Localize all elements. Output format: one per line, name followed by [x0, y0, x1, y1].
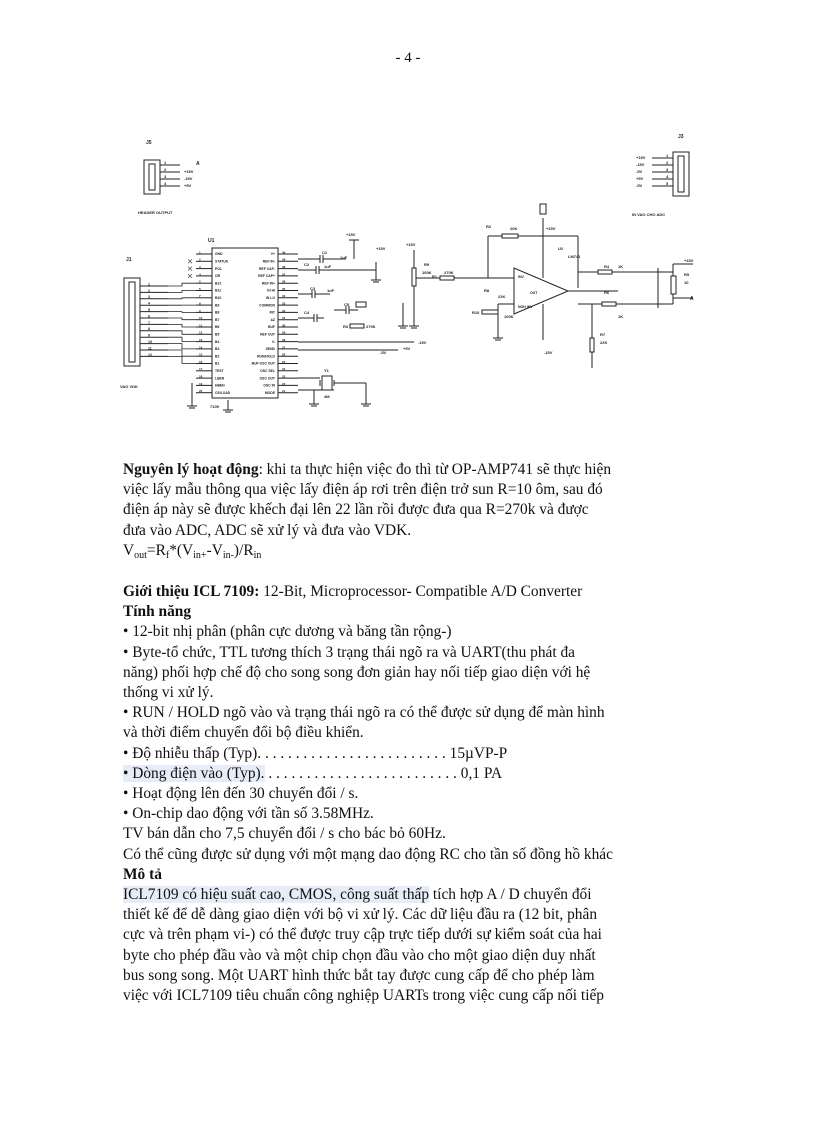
- voltage-formula: $V_{out}=R_f*(V_{in+}-V_{in-})/R_{in}$: [123, 541, 262, 561]
- u1-right-network: [298, 232, 427, 406]
- description-line-1-highlight: ICL7109 có hiệu suất cao, CMOS, công suất thấp: [123, 886, 430, 904]
- j1-pin-number: 12: [148, 352, 152, 357]
- r6-label: R6: [604, 290, 610, 295]
- u1-right-pin-name: RUN/HOLD: [257, 354, 275, 359]
- j5-signal-p5: +5V: [184, 183, 192, 188]
- j1-connector: [120, 257, 168, 389]
- u1-right-pin-name: REF OUT: [260, 332, 275, 337]
- description-line-3: cực và trên phạm vi-) có thể được truy cập trực tiếp dưới sự kiểm soát của hai: [123, 926, 602, 944]
- u1-right-pin-number: 22: [282, 381, 286, 386]
- u2-part: LM741: [568, 254, 581, 259]
- u1-right-pin-number: 21: [282, 389, 286, 394]
- u1-left-pin-name: POL: [215, 266, 222, 271]
- u1-left-pin-number: 11: [199, 323, 203, 328]
- r5-value: 10: [684, 280, 689, 285]
- u1-right-pin-name: REF IN-: [262, 259, 275, 264]
- u1-right-pin-number: 28: [282, 338, 286, 342]
- feature-5-rest: . . . . . . . . . . . . . . . . . . . . . . . . . 0,1 PA: [264, 764, 503, 782]
- u1-left-pin-number: 13: [199, 338, 203, 342]
- j3-signal-5: -5V: [636, 183, 643, 188]
- op-pin-inv: INV: [518, 275, 524, 279]
- feature-4: • Độ nhiễu thấp (Typ). . . . . . . . . . . . . . . . . . . . . . . . . 15µVP-P: [123, 744, 508, 762]
- j1-pin-number: 3: [148, 295, 150, 300]
- j1-u1-wire: [168, 291, 196, 293]
- supply-m15-mid: -15V: [418, 340, 427, 345]
- node-a-label: A: [690, 296, 694, 302]
- icl7109-intro-heading: Giới thiệu ICL 7109:: [123, 583, 260, 600]
- feature-7: • On-chip dao động với tần số 3.58MHz.: [123, 805, 374, 823]
- feature-2-line-3: thống vi xử lý.: [123, 684, 214, 702]
- working-principle-line-2: việc lấy mẫu thông qua việc lấy điện áp rơi trên điện trở sun R=10 ôm, sau đó: [123, 481, 603, 499]
- u1-left-pin-number: 7: [199, 294, 201, 299]
- page-number: - 4 -: [395, 50, 421, 66]
- u1-right-pin-name: IN HI: [267, 288, 275, 293]
- u1-left-pin-number: 14: [199, 345, 203, 350]
- c3-value: 1nF: [327, 288, 335, 293]
- u1-right-pin-number: 23: [282, 374, 286, 379]
- j1-u1-wire: [168, 324, 196, 327]
- u1-right-pin-name: INT: [269, 310, 275, 315]
- j1-pin-number: 1: [148, 282, 150, 287]
- j1-pin-number: 5: [148, 308, 150, 312]
- u1-left-pin-number: 9: [199, 308, 201, 313]
- c5-label: C5: [344, 302, 350, 307]
- j1-u1-wire: [168, 283, 196, 286]
- j5-pin-2: 2: [164, 167, 167, 172]
- u1-left-pin-number: 15: [199, 352, 203, 357]
- description-line-1-rest: tích hợp A / D chuyển đổi: [429, 886, 592, 904]
- feature-1: • 12-bit nhị phân (phân cực dương và băng tần rộng-): [123, 623, 452, 641]
- op-pin-out: OUT: [530, 291, 538, 295]
- r9-label: R9: [424, 262, 430, 267]
- j1-name: VAO VDK: [120, 384, 138, 389]
- description-line-5: bus song song. Một UART hình thức bắt tay được cung cấp để cho phép làm: [123, 966, 595, 984]
- u1-left-pin-number: 20: [199, 389, 203, 394]
- j3-header: [632, 134, 689, 217]
- c4-label: C4: [304, 310, 310, 315]
- u1-left-pin-name: B4: [215, 339, 220, 344]
- r2-value: 20K: [510, 226, 518, 231]
- u1-right-pin-number: 29: [282, 330, 286, 335]
- y1-value: 4M: [324, 394, 330, 399]
- u1-right-pin-number: 39: [282, 257, 286, 262]
- j1-u1-wire: [168, 337, 196, 341]
- u1-left-pin-name: B8: [215, 310, 220, 315]
- u1-right-pin-name: MODE: [264, 390, 275, 395]
- c2-label: C2: [304, 262, 310, 267]
- feature-2-line-1: • Byte-tổ chức, TTL tương thích 3 trạng thái ngõ ra và UART(thu phát đa: [123, 643, 575, 661]
- feature-5-highlight: • Dòng điện vào (Typ).: [123, 764, 265, 782]
- r7-value: 22K: [600, 340, 608, 345]
- j1-u1-wire: [168, 331, 196, 335]
- feature-3-line-1: • RUN / HOLD ngõ vào và trạng thái ngõ ra có thể được sử dụng để màn hình: [123, 704, 605, 722]
- no-connect-mark: [188, 274, 192, 278]
- j3-pin-4: 4: [666, 174, 669, 179]
- u1-right-pin-name: OSC OUT: [259, 376, 275, 381]
- j1-pin-number: 9: [148, 333, 150, 338]
- u1-right-pin-name: BUF OSC OUT: [251, 361, 275, 366]
- op-amp-lm741: [472, 204, 694, 368]
- u2-label: U2: [558, 246, 564, 251]
- j1-u1-wire: [168, 298, 196, 299]
- u1-left-pin-name: B12: [215, 281, 222, 286]
- j1-pin-number: 7: [148, 320, 150, 325]
- j1-pin-number: 6: [148, 314, 150, 319]
- j3-signal-3: -5V: [636, 169, 643, 174]
- j5-name: HEADER OUTPUT: [138, 210, 173, 215]
- supply-p15-op: +15V: [546, 226, 556, 231]
- j5-signal-p15: +15V: [184, 169, 194, 174]
- r6-value: 1K: [618, 314, 624, 319]
- working-principle-line-1: : khi ta thực hiện việc đo thì từ OP-AMP741 sẽ thực hiện: [258, 461, 612, 478]
- circuit-schematic: [118, 128, 708, 418]
- u1-right-pin-name: OSC IN: [263, 383, 275, 388]
- u1-left-pin-name: B3: [215, 347, 220, 352]
- description-line-2: thiết kế để dễ dàng giao diện với bộ vi xử lý. Các dữ liệu đầu ra (12 bit, phân: [123, 906, 598, 924]
- u1-right-pin-number: 25: [282, 359, 286, 364]
- feature-2-line-2: năng) phối hợp chế độ cho song song đơn giản hay nối tiếp giao diện với hệ: [123, 663, 591, 681]
- u1-left-pin-number: 17: [199, 367, 203, 372]
- u1-right-pin-name: REF IN+: [261, 281, 275, 286]
- c1-value: 1uF: [340, 255, 348, 260]
- u1-left-pin-name: B7: [215, 317, 220, 322]
- u1-left-pin-name: B11: [215, 288, 222, 293]
- j5-signal-m15: -15V: [184, 176, 193, 181]
- j1-pin-number: 4: [148, 301, 150, 306]
- u1-right-pin-name: OSC SEL: [260, 369, 275, 373]
- features-heading: Tính năng: [123, 603, 192, 621]
- j3-signal-4: +5V: [636, 176, 644, 181]
- r10-value: 100K: [504, 314, 514, 319]
- u1-right-pin-name: BUF: [268, 325, 275, 330]
- j3-pin-3: 3: [666, 167, 669, 172]
- j1-u1-wire: [168, 344, 196, 349]
- u1-left-pin-name: B6: [215, 325, 220, 330]
- icl7109-intro-title: 12-Bit, Microprocessor- Compatible A/D Converter: [259, 583, 583, 600]
- u1-right-pin-number: 27: [282, 345, 286, 350]
- r3-label: R3: [343, 324, 349, 329]
- description-line-6: việc với ICL7109 tiêu chuẩn công nghiệp UARTs trong việc cung cấp nối tiếp: [123, 987, 604, 1005]
- working-principle-line-3: điện áp này sẽ được khếch đại lên 22 lần rồi được đưa qua R=270k và được: [123, 501, 589, 519]
- supply-p5-mid: +5V: [403, 346, 411, 351]
- u1-left-pin-name: B5: [215, 332, 220, 337]
- j5-pin-1: 1: [164, 160, 167, 165]
- r3-value: 270K: [366, 324, 376, 329]
- r5-label: R5: [684, 272, 690, 277]
- feature-9: Có thể cũng được sử dụng với một mạng dao động RC cho tần số đồng hồ khác: [123, 845, 613, 863]
- feature-6: • Hoạt động lên đến 30 chuyển đổi / s.: [123, 785, 359, 803]
- u1-right-pin-number: 40: [282, 250, 286, 255]
- j1-u1-wire: [168, 312, 196, 313]
- j1-pin-number: 8: [148, 327, 150, 332]
- op-pin-noninv: NON INV: [518, 305, 533, 309]
- j5-pin-4: 4: [164, 181, 167, 186]
- u1-left-pin-name: LBEN: [215, 376, 225, 381]
- j3-label: J3: [678, 134, 684, 140]
- j1-label: J1: [126, 257, 132, 263]
- u1-part: 7109: [210, 404, 219, 409]
- j1-pin-number: 2: [148, 288, 150, 293]
- j5-header: [138, 140, 200, 215]
- c1-label: C1: [322, 250, 328, 255]
- u1-left-pin-name: B9: [215, 303, 220, 308]
- r9-value: 100K: [422, 270, 432, 275]
- r8-label: R8: [484, 288, 490, 293]
- u1-left-pin-name: B10: [215, 296, 222, 300]
- feature-8: TV bán dẫn cho 7,5 chuyển đổi / s cho bác bỏ 60Hz.: [123, 825, 446, 843]
- u1-right-pin-name: SEND: [265, 347, 275, 352]
- r4-value: 1K: [618, 264, 624, 269]
- u1-right-pin-number: 36: [282, 279, 286, 284]
- no-connect-mark: [188, 267, 192, 271]
- u1-left-pin-number: 18: [199, 374, 203, 379]
- r1-label: R1: [432, 274, 438, 279]
- u1-right-pin-number: 32: [282, 308, 286, 313]
- description-line-4: byte cho phép đầu vào và một chip chọn đầu vào cho một giao diện duy nhất: [123, 946, 596, 964]
- u1-right-pin-number: 33: [282, 301, 286, 306]
- u1-right-pin-number: 31: [282, 316, 286, 321]
- j3-signal-2: -15V: [636, 162, 645, 167]
- u1-left-pin-number: 6: [199, 286, 201, 291]
- u1-left-pin-number: 8: [199, 301, 201, 306]
- j5-pin-3: 3: [164, 174, 167, 179]
- supply-p15-out: +15V: [684, 258, 694, 263]
- j3-pin-5: 5: [666, 181, 669, 186]
- no-connect-mark: [188, 259, 192, 263]
- u1-left-pin-number: 5: [199, 279, 201, 284]
- u1-right-pin-number: 38: [282, 265, 286, 269]
- u1-right-pin-name: IN LO: [265, 296, 275, 300]
- u1-left-pin-name: B2: [215, 354, 220, 359]
- j1-u1-wire: [168, 356, 196, 363]
- j3-pin-2: 2: [666, 160, 669, 165]
- r2-label: R2: [486, 224, 492, 229]
- working-principle-heading: Nguyên lý hoạt động: [123, 461, 259, 478]
- j1-u1-wire: [168, 350, 196, 356]
- working-principle-line-4: đưa vào ADC, ADC sẽ xử lý và đưa vào VDK.: [123, 521, 412, 539]
- supply-m5-mid: -5V: [380, 350, 387, 355]
- u1-right-pin-number: 35: [282, 286, 286, 291]
- j3-name: IN VAO CHO ADC: [632, 212, 666, 217]
- u1-right-pin-name: REF CAP-: [258, 266, 275, 271]
- u1-right-pin-number: 37: [282, 272, 286, 277]
- u1-right-pin-name: REF CAP+: [258, 274, 275, 279]
- u1-left-pin-name: B1: [215, 361, 220, 366]
- u1-icl7109: [196, 238, 298, 409]
- r8-value: 22K: [498, 294, 506, 299]
- supply-m15-op: -15V: [544, 350, 553, 355]
- u1-left-pin-number: 3: [199, 265, 201, 269]
- j5-label: J5: [146, 140, 152, 146]
- y1-label: Y1: [324, 368, 329, 373]
- j1-pin-number: 11: [148, 346, 152, 351]
- u1-right-pin-number: 26: [282, 352, 286, 357]
- u1-left-pin-number: 19: [199, 381, 203, 386]
- supply-p15-top: +15V: [346, 232, 356, 237]
- u1-left-pin-number: 4: [199, 272, 201, 277]
- c2-value: 1uF: [324, 264, 332, 269]
- j3-pin-1: 1: [666, 153, 669, 158]
- j1-pin-number: 10: [148, 340, 152, 344]
- u1-left-pin-name: GND: [215, 252, 223, 257]
- description-heading: Mô tả: [123, 865, 162, 883]
- u1-left-pin-name: STATUS: [215, 259, 229, 264]
- u1-right-pin-name: COMMON: [259, 303, 275, 308]
- u1-left-pin-name: CE/LOAD: [215, 390, 231, 395]
- r7-label: R7: [600, 332, 606, 337]
- u1-right-pin-name: V+: [270, 252, 275, 257]
- u1-right-pin-number: 24: [282, 367, 286, 372]
- j5-signal-a: A: [196, 161, 200, 167]
- u1-left-pin-number: 2: [199, 257, 201, 262]
- u1-right-pin-number: 34: [282, 294, 286, 299]
- u1-left-pin-number: 1: [199, 250, 201, 255]
- u1-left-pin-name: OR: [215, 274, 221, 279]
- r10-label: R10: [472, 310, 480, 315]
- supply-p15-r9: +15V: [406, 242, 416, 247]
- j3-signal-1: +15V: [636, 155, 646, 160]
- u1-left-pin-name: TEST: [215, 369, 224, 373]
- u1-left-pin-number: 10: [199, 316, 203, 321]
- u1-label: U1: [208, 238, 215, 244]
- r4-label: R4: [604, 264, 610, 269]
- u1-left-pin-name: HBEN: [215, 383, 225, 388]
- u1-right-pin-name: V-: [271, 339, 275, 344]
- c3-label: C3: [310, 286, 316, 291]
- u1-left-pin-number: 12: [199, 330, 203, 335]
- u1-right-pin-number: 30: [282, 323, 286, 328]
- supply-p15-u1: +15V: [376, 246, 386, 251]
- u1-left-pin-number: 16: [199, 359, 203, 364]
- r1-value: 270K: [444, 270, 454, 275]
- j1-u1-wire: [168, 318, 196, 320]
- u1-right-pin-name: AZ: [270, 317, 275, 322]
- feature-3-line-2: và thời điểm chuyển đổi bộ điều khiển.: [123, 724, 364, 742]
